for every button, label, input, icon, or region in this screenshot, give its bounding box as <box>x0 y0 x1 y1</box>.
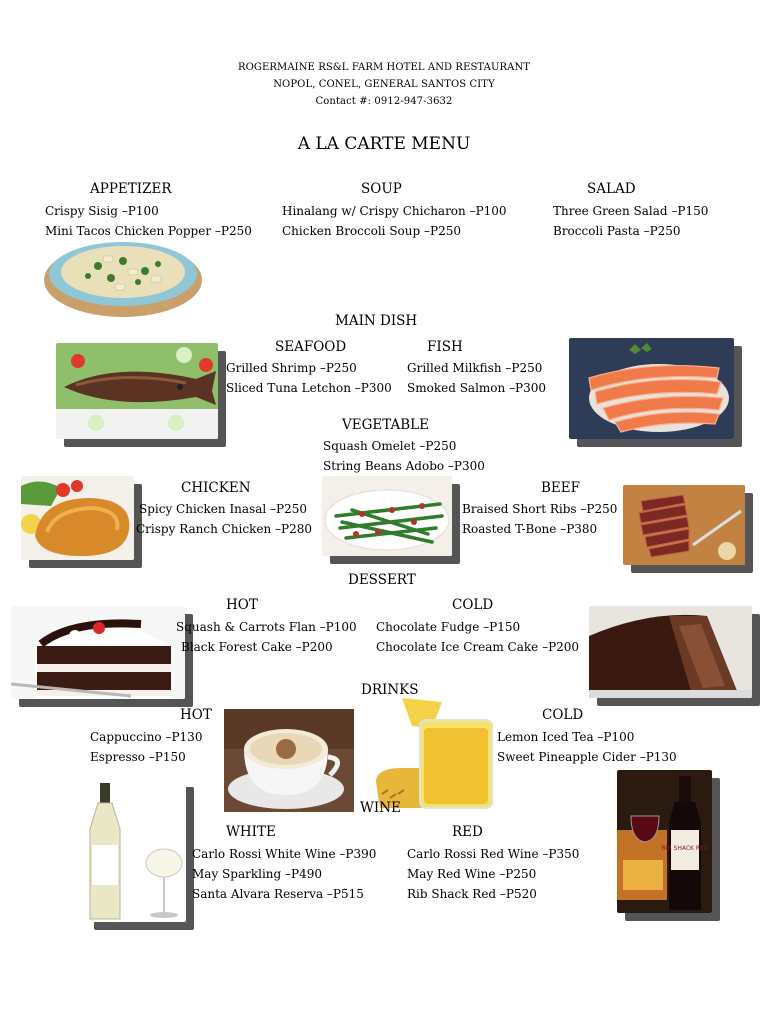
fish-item: Grilled Milkfish –P250 <box>407 361 543 375</box>
salad-item: Three Green Salad –P150 <box>553 204 709 218</box>
drinks-heading: DRINKS <box>361 682 419 698</box>
menu-title: A LA CARTE MENU <box>297 134 471 154</box>
dessert-cold-item: Chocolate Fudge –P150 <box>376 620 521 634</box>
pasta-plate-image <box>43 236 203 318</box>
dessert-hot-item: Squash & Carrots Flan –P100 <box>176 620 357 634</box>
string-beans-image <box>322 476 452 556</box>
white-wine-image <box>86 779 186 922</box>
drinks-cold-heading: COLD <box>542 707 584 723</box>
chicken-item: Crispy Ranch Chicken –P280 <box>136 522 313 536</box>
chicken-item: Spicy Chicken Inasal –P250 <box>139 502 308 516</box>
smoked-salmon-image <box>569 338 734 439</box>
red-wine-item: Carlo Rossi Red Wine –P350 <box>407 847 580 861</box>
salad-heading: SALAD <box>587 181 636 197</box>
appetizer-item: Mini Tacos Chicken Popper –P250 <box>45 224 252 238</box>
beef-heading: BEEF <box>541 480 580 496</box>
soup-heading: SOUP <box>361 181 402 197</box>
seafood-item: Grilled Shrimp –P250 <box>226 361 357 375</box>
soup-item: Hinalang w/ Crispy Chicharon –P100 <box>282 204 507 218</box>
rib-shack-label: RIB SHACK RED <box>661 845 709 852</box>
chicken-heading: CHICKEN <box>181 480 251 496</box>
dessert-heading: DESSERT <box>348 572 416 588</box>
wine-heading: WINE <box>360 800 401 816</box>
red-wine-heading: RED <box>452 824 483 840</box>
drinks-hot-item: Cappuccino –P130 <box>90 730 203 744</box>
dessert-cold-heading: COLD <box>452 597 494 613</box>
drinks-hot-heading: HOT <box>180 707 212 723</box>
vegetable-item: Squash Omelet –P250 <box>323 439 457 453</box>
fish-heading: FISH <box>427 339 463 355</box>
restaurant-contact: Contact #: 0912-947-3632 <box>315 96 453 107</box>
black-forest-cake-image <box>11 606 185 699</box>
seafood-heading: SEAFOOD <box>275 339 347 355</box>
dessert-hot-item: Black Forest Cake –P200 <box>181 640 333 654</box>
dessert-cold-item: Chocolate Ice Cream Cake –P200 <box>376 640 580 654</box>
sliced-beef-image <box>623 485 745 565</box>
salad-item: Broccoli Pasta –P250 <box>553 224 681 238</box>
beef-item: Braised Short Ribs –P250 <box>462 502 618 516</box>
chocolate-cake-image <box>589 606 752 698</box>
pineapple-juice-image <box>372 698 497 810</box>
fish-item: Smoked Salmon –P300 <box>407 381 547 395</box>
beef-item: Roasted T-Bone –P380 <box>462 522 598 536</box>
vegetable-item: String Beans Adobo –P300 <box>323 459 485 473</box>
dessert-hot-heading: HOT <box>226 597 258 613</box>
white-wine-heading: WHITE <box>226 824 276 840</box>
restaurant-address: NOPOL, CONEL, GENERAL SANTOS CITY <box>273 79 495 90</box>
grilled-fish-image <box>56 343 218 439</box>
main-dish-heading: MAIN DISH <box>335 313 418 329</box>
drinks-hot-item: Espresso –P150 <box>90 750 186 764</box>
appetizer-item: Crispy Sisig –P100 <box>45 204 159 218</box>
soup-item: Chicken Broccoli Soup –P250 <box>282 224 461 238</box>
white-wine-item: May Sparkling –P490 <box>192 867 322 881</box>
white-wine-item: Carlo Rossi White Wine –P390 <box>192 847 377 861</box>
red-wine-item: May Red Wine –P250 <box>407 867 537 881</box>
appetizer-heading: APPETIZER <box>90 181 172 197</box>
drinks-cold-item: Sweet Pineapple Cider –P130 <box>497 750 677 764</box>
restaurant-name: ROGERMAINE RS&L FARM HOTEL AND RESTAURANT <box>237 62 531 73</box>
fried-chicken-image <box>21 476 134 560</box>
red-wine-item: Rib Shack Red –P520 <box>407 887 537 901</box>
vegetable-heading: VEGETABLE <box>342 417 429 433</box>
cappuccino-image <box>224 709 354 812</box>
white-wine-item: Santa Alvara Reserva –P515 <box>192 887 364 901</box>
drinks-cold-item: Lemon Iced Tea –P100 <box>497 730 635 744</box>
seafood-item: Sliced Tuna Letchon –P300 <box>226 381 392 395</box>
red-wine-bottle-image <box>617 770 712 913</box>
